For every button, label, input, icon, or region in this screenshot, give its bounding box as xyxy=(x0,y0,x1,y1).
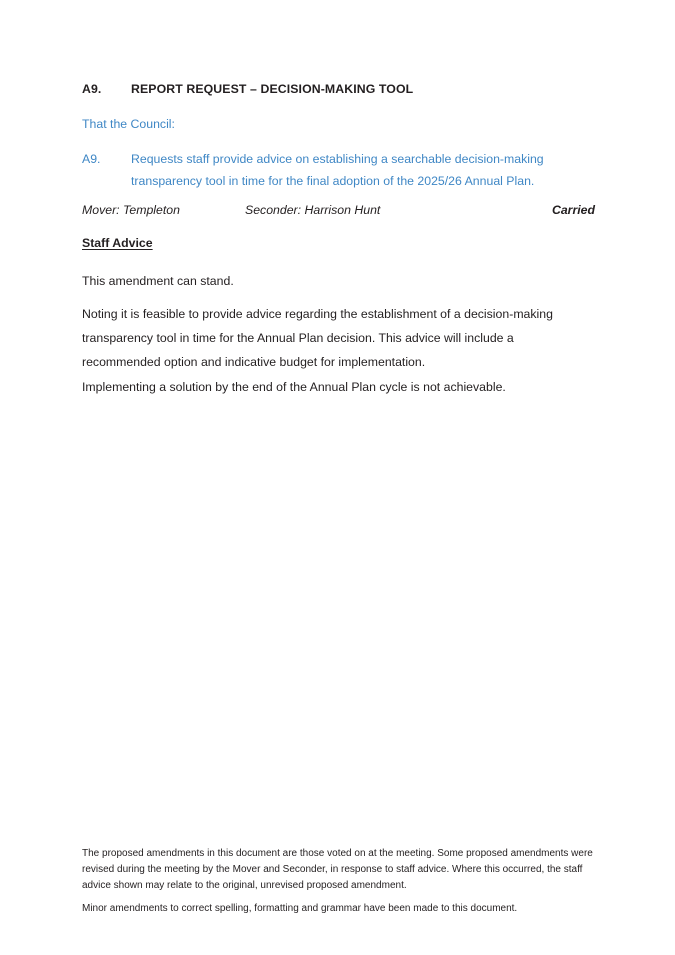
motion-outcome-status: Carried xyxy=(551,203,595,217)
footnote-2: Minor amendments to correct spelling, formatting and grammar have been made to this document. xyxy=(82,903,518,914)
motion-clause-number: A9. xyxy=(82,152,101,166)
motion-clause-text: Requests staff provide advice on establishing a searchable decision-making transparency tool in time for the final adoption of the 2025/26 Annual Plan. xyxy=(131,152,544,188)
mover-label: Mover: Templeton xyxy=(82,203,180,217)
motion-clause xyxy=(82,149,595,192)
staff-advice-subheading: Staff Advice xyxy=(82,236,153,250)
seconder-label: Seconder: Harrison Hunt xyxy=(245,203,381,217)
motion-preamble: That the Council: xyxy=(82,117,175,131)
motion-meta-row xyxy=(82,203,595,221)
section-heading xyxy=(82,82,595,96)
section-heading-number: A9. xyxy=(82,82,102,96)
section-heading-title: REPORT REQUEST – DECISION-MAKING TOOL xyxy=(131,82,414,96)
footnote-1: The proposed amendments in this document are those voted on at the meeting. Some proposed amendments were revised during the meeting by the Mover and Seconder, in response to staff advice. Where this occurred, the staff advice shown may relate to the original, unrevised proposed amendment. xyxy=(82,848,593,891)
staff-advice-paragraph-3: Implementing a solution by the end of the Annual Plan cycle is not achievable. xyxy=(82,380,506,394)
staff-advice-paragraph-2: Noting it is feasible to provide advice regarding the establishment of a decision-making transparency tool in time for the Annual Plan decision. This advice will include a recommended option and indicative budget for implementation. xyxy=(82,307,553,369)
staff-advice-paragraph-1: This amendment can stand. xyxy=(82,274,234,288)
